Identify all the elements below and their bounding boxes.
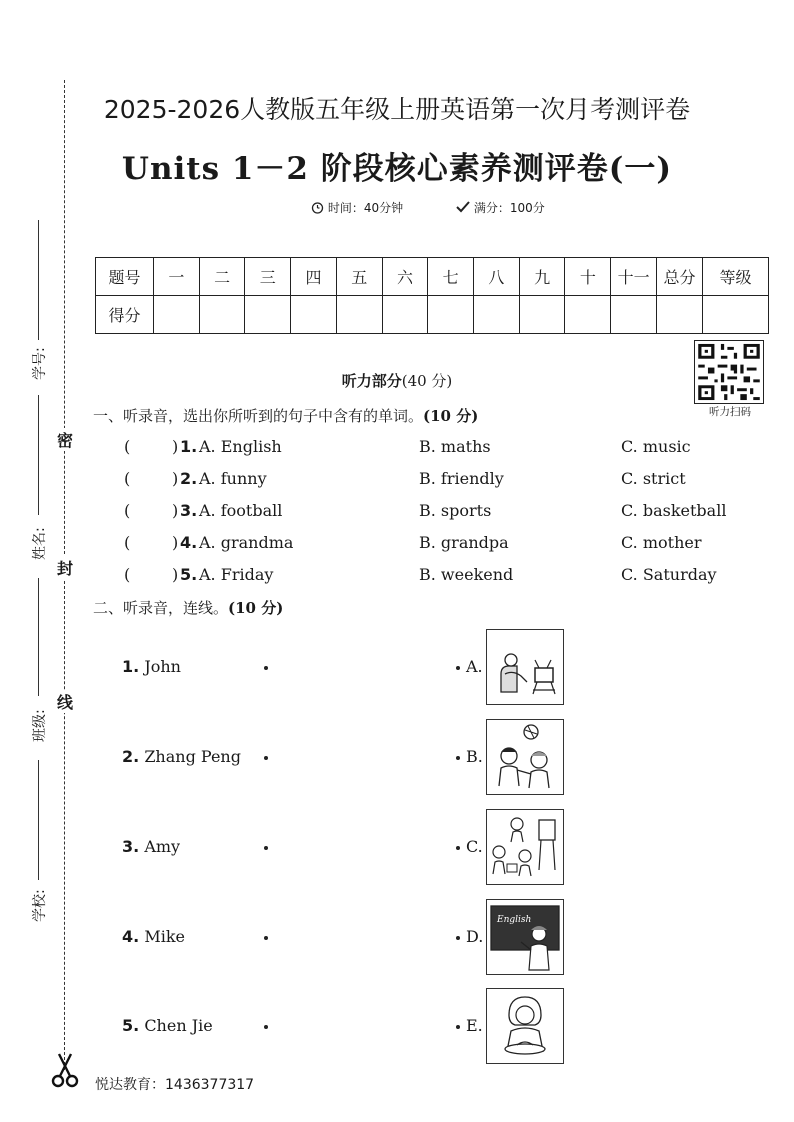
q1-item [0,437,794,463]
board-text: English [497,915,532,925]
time-info [311,199,403,216]
match-dot-left[interactable] [264,756,268,760]
picture-d-english-teacher [486,899,564,975]
picture-b-kids-ball [486,719,564,795]
header-cell: 二 [199,258,245,296]
q1-number: 1. [180,437,198,456]
score-cell[interactable] [657,296,703,334]
footer-text: 悦达教育：1436377317 [95,1077,255,1093]
header-cell: 总分 [657,258,703,296]
header-cell: 一 [154,258,200,296]
match-name: 4. Mike [122,927,185,946]
score-cell[interactable] [199,296,245,334]
q1-instruction [93,405,478,426]
qr-label: 听力扫码 [709,406,751,418]
q1-item [0,565,794,591]
full-score-text: 满分：100分 [473,201,545,215]
option-b: B. weekend [419,565,514,584]
match-dot-right[interactable] [456,756,460,760]
school-field[interactable] [38,760,39,880]
match-dot-right[interactable] [456,666,460,670]
q1-points: (10 分) [423,407,479,425]
class-field[interactable] [38,578,39,696]
option-c: C. music [621,437,691,456]
match-letter: E. [466,1016,483,1035]
match-name: 5. Chen Jie [122,1016,213,1035]
match-dot-left[interactable] [264,936,268,940]
full-score-info [456,199,545,216]
q1-item [0,501,794,527]
header-cell: 五 [336,258,382,296]
q1-item [0,469,794,495]
clock-icon [311,201,324,214]
q1-number: 3. [180,501,198,520]
q2-instruction [93,597,283,618]
scissors-icon [50,1052,80,1088]
answer-paren-close: ) [172,501,179,520]
option-a: A. football [199,501,283,520]
time-text: 时间：40分钟 [327,201,404,215]
footer-contact [95,1074,254,1094]
answer-paren[interactable]: ( [124,565,131,584]
seal-char-xian: 线 [56,690,74,713]
score-cell[interactable] [336,296,382,334]
student-id-label: 学号: [32,347,48,380]
score-cell[interactable] [519,296,565,334]
seal-char-feng: 封 [56,556,74,579]
q1-item [0,533,794,559]
header-cell: 三 [245,258,291,296]
score-cell[interactable] [154,296,200,334]
header-cell: 等级 [703,258,769,296]
header-cell: 六 [382,258,428,296]
header-cell: 九 [519,258,565,296]
header-cell: 十一 [611,258,657,296]
option-c: C. strict [621,469,686,488]
match-letter: D. [466,927,484,946]
option-c: C. basketball [621,501,727,520]
score-cell[interactable] [611,296,657,334]
score-table [95,257,769,334]
answer-paren-close: ) [172,565,179,584]
q1-number: 2. [180,469,198,488]
match-dot-right[interactable] [456,936,460,940]
match-dot-left[interactable] [264,1025,268,1029]
score-cell[interactable] [245,296,291,334]
answer-paren-close: ) [172,533,179,552]
score-table-header-row [96,258,769,296]
score-cell[interactable] [565,296,611,334]
score-table-score-row [96,296,769,334]
listening-heading-text: 听力部分 [341,372,402,390]
score-cell[interactable] [703,296,769,334]
header-cell: 题号 [96,258,154,296]
match-name: 3. Amy [122,837,181,856]
match-dot-right[interactable] [456,1025,460,1029]
q1-number: 5. [180,565,198,584]
name-label: 姓名: [32,527,48,560]
listening-heading [0,370,794,391]
check-icon [456,201,470,213]
q1-number: 4. [180,533,198,552]
score-cell[interactable] [382,296,428,334]
answer-paren-close: ) [172,437,179,456]
option-a: A. English [199,437,282,456]
header-cell: 八 [474,258,520,296]
score-row-label: 得分 [96,296,154,334]
option-b: B. maths [419,437,491,456]
match-dot-left[interactable] [264,846,268,850]
answer-paren[interactable]: ( [124,469,131,488]
answer-paren[interactable]: ( [124,533,131,552]
class-label: 班级: [32,709,48,742]
seal-char-mi: 密 [56,428,74,451]
option-a: A. funny [199,469,267,488]
picture-a-watching-tv [486,629,564,705]
match-dot-right[interactable] [456,846,460,850]
answer-paren[interactable]: ( [124,501,131,520]
score-cell[interactable] [428,296,474,334]
student-id-field[interactable] [38,220,39,340]
option-b: B. grandpa [419,533,509,552]
answer-paren[interactable]: ( [124,437,131,456]
school-label: 学校: [32,889,48,922]
header-cell: 四 [291,258,337,296]
match-dot-left[interactable] [264,666,268,670]
match-name: 2. Zhang Peng [122,747,241,766]
match-letter: A. [466,657,483,676]
option-a: A. Friday [199,565,274,584]
header-cell: 七 [428,258,474,296]
answer-paren-close: ) [172,469,179,488]
option-b: B. friendly [419,469,504,488]
match-letter: B. [466,747,483,766]
score-cell[interactable] [474,296,520,334]
score-cell[interactable] [291,296,337,334]
match-letter: C. [466,837,483,856]
q2-instruction-text: 二、听录音，连线。 [93,599,229,617]
exam-title: 2025-2026人教版五年级上册英语第一次月考测评卷 [103,95,691,124]
q1-instruction-text: 一、听录音，选出你所听到的句子中含有的单词。 [93,407,424,425]
match-name: 1. John [122,657,181,676]
exam-subtitle: Units 1－2 阶段核心素养测评卷(一) [121,151,673,187]
option-c: C. Saturday [621,565,717,584]
option-b: B. sports [419,501,492,520]
option-c: C. mother [621,533,702,552]
header-cell: 十 [565,258,611,296]
picture-c-kids-drawing [486,809,564,885]
option-a: A. grandma [199,533,294,552]
listening-heading-points: (40 分) [401,372,453,390]
picture-e-girl-cooking [486,988,564,1064]
q2-points: (10 分) [228,599,284,617]
